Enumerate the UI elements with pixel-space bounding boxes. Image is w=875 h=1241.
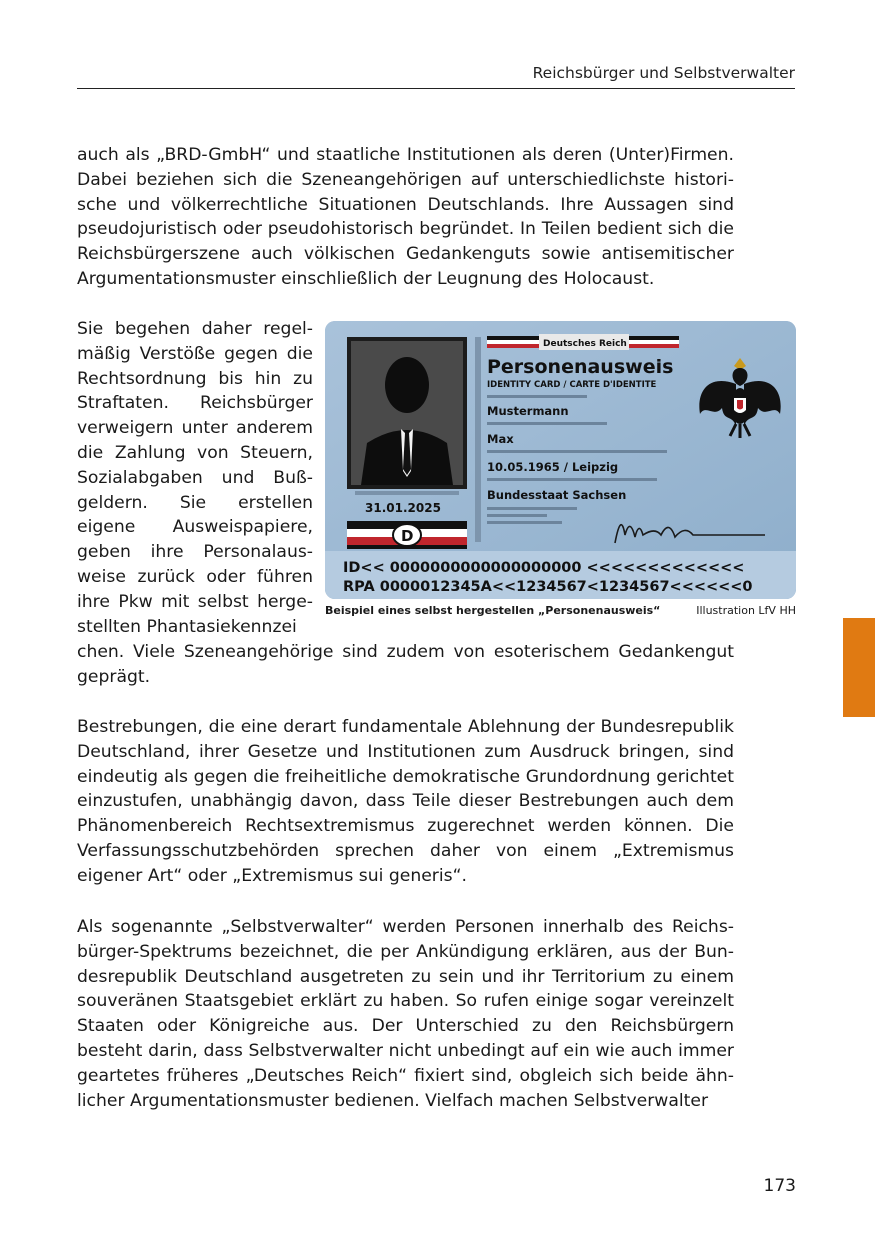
fake-id-card [325, 321, 796, 599]
flag-emblem [347, 521, 467, 549]
country-code: D [401, 527, 414, 545]
card-issuer: Deutsches Reich [543, 339, 627, 349]
header-flag [487, 334, 679, 350]
card-birth: 10.05.1965 / Leipzig [487, 460, 619, 474]
caption-credit: Illustration LfV HH [696, 604, 796, 617]
card-given-name: Max [487, 432, 514, 446]
paragraph-2-continued: chen. Viele Szeneangehörige sind zudem von esoterischem Gedankengut geprägt. [77, 642, 734, 687]
figure-caption [325, 604, 796, 620]
paragraph-2-wrapped: Sie begehen daher regelmäßig Verstöße gegen die Rechtsordnung bis hin zu Straftaten. Reichsbürger verweigern unter anderem die Zahlung von Steuern, Sozialabgaben und Bußgeldern. Sie erstellen eigene Ausweispapiere, geben ihre Personalausweise zurück oder führen ihre Pkw mit selbst hergestellten Phantasiekennzei [77, 319, 313, 637]
paragraph-1: auch als „BRD-GmbH“ und staatliche Institutionen als deren (Unter)Firmen. Dabei beziehen sich die Szeneangehörigen auf unterschiedlichste historische und völkerrechtliche Situationen Deutschlands. Ihre Aussagen sind pseudojuristisch oder pseudohistorisch begründet. In Teilen bedient sich die Reichsbürgerszene auch völkischen Gedankenguts sowie antisemitischer Argumentationsmuster einschließlich der Leugnung des Holocaust. [77, 145, 734, 289]
paragraph-4: Als sogenannte „Selbstverwalter“ werden Personen innerhalb des Reichsbürger-Spektrums bezeichnet, die per Ankündigung erklären, aus der Bundesrepublik Deutschland ausgetreten zu sein und ihr Territorium zu einem souveränen Staatsgebiet erklärt zu haben. So rufen einige sogar vereinzelt Staaten oder Königreiche aus. Der Unterschied zu den Reichsbürgern besteht darin, dass Selbstverwalter nicht unbedingt auf ein wie auch immer geartetes früheres „Deutsches Reich“ fixiert sind, obgleich sich beide ähnlicher Argumentationsmuster bedienen. Vielfach machen Selbstverwalter [77, 917, 734, 1111]
expiry-date: 31.01.2025 [365, 501, 441, 515]
portrait-silhouette [347, 337, 467, 489]
paragraph-3: Bestrebungen, die eine derart fundamentale Ablehnung der Bundesrepublik Deutschland, ihrer Gesetze und Institutionen zum Ausdruck bringen, sind eindeutig als gegen die freiheitliche demokratische Grundordnung gerichtet einzustufen, unabhängig davon, dass Teile dieser Bestrebungen auch dem Phänomenbereich Rechtsextremismus zugerechnet werden können. Die Verfassungsschutzbehörden sprechen daher von einem „Extremismus eigener Art“ oder „Extremismus sui generis“. [77, 717, 734, 886]
mrz-line-2: RPA 0000012345A<<1234567<1234567<<<<<<0 [343, 579, 753, 595]
mrz-line-1: ID<< 0000000000000000000 <<<<<<<<<<<<< [343, 560, 745, 576]
page-number: 173 [763, 1176, 796, 1196]
header-title: Reichsbürger und Selbstverwalter [532, 64, 795, 82]
card-title: Personenausweis [487, 356, 674, 378]
caption-text: Beispiel eines selbst hergestellen „Personenausweis“ [325, 604, 661, 617]
chapter-tab [843, 618, 875, 717]
card-subtitle: IDENTITY CARD / CARTE D'IDENTITE [487, 380, 657, 390]
id-card-figure [325, 321, 796, 599]
card-state: Bundesstaat Sachsen [487, 488, 627, 502]
running-header [77, 62, 795, 89]
card-surname: Mustermann [487, 404, 569, 418]
